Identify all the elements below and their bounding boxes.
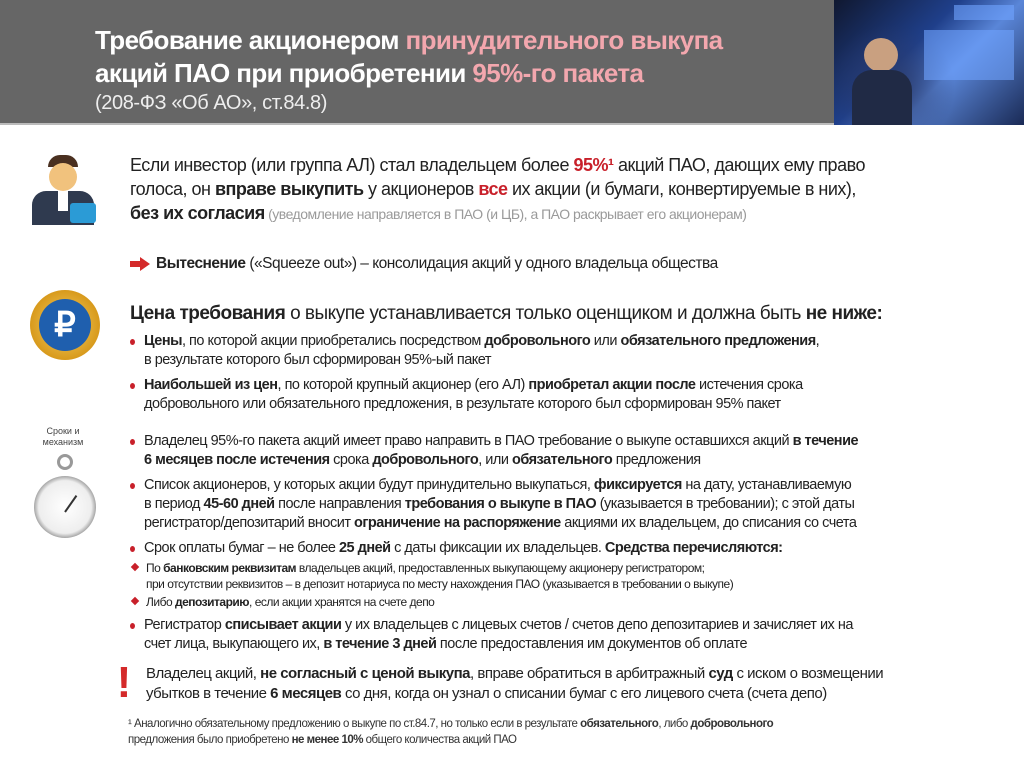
emphasis-text: 95%¹: [573, 155, 614, 175]
payment-sub-bullet: [128, 594, 1018, 610]
emphasis-text: обязательного: [580, 718, 659, 730]
emphasis-text: депозитарию: [174, 595, 250, 609]
stopwatch-icon: [32, 454, 98, 544]
timing-bullet: [128, 432, 1018, 470]
emphasis-text: без их согласия: [130, 203, 265, 223]
price-section: [0, 302, 1024, 414]
emphasis-text: добровольного: [690, 718, 774, 730]
emphasis-text: добровольного: [372, 452, 479, 468]
timing-label: Сроки и механизм: [42, 426, 84, 447]
text-run: срока: [329, 452, 373, 468]
intro-paragraph: [128, 153, 1018, 226]
price-bullet: [128, 332, 1018, 370]
text-run: Срок оплаты бумаг – не более: [144, 540, 339, 556]
emphasis-text: принудительного выкупа: [405, 25, 723, 55]
text-run: Либо: [146, 595, 175, 609]
text-run: акций ПАО при приобретении: [95, 58, 466, 88]
text-run: , если акции хранятся на счете депо: [249, 595, 435, 609]
warning-section: [0, 658, 1024, 707]
warning-text: [128, 664, 1018, 704]
footnote: [128, 716, 1018, 748]
text-run: общего количества акций ПАО: [362, 734, 517, 746]
text-run: предложения: [612, 452, 701, 468]
text-run: со дня, когда он узнал о списании бумаг с его лицевого счета (счета депо): [341, 685, 827, 702]
timing-section: [0, 426, 1024, 654]
text-run: акциями их владельцем, до списания со счета: [560, 515, 857, 531]
text-run: акций ПАО, дающих ему право голоса, он: [130, 155, 865, 199]
text-run: с иском о возмещении убытков в течение: [146, 665, 884, 702]
emphasis-text: все: [478, 179, 508, 199]
text-run: Регистратор: [144, 617, 225, 633]
emphasis-text: Цены: [144, 333, 182, 349]
text-run: их акции (и бумаги, конвертируемые в них),: [511, 179, 856, 199]
text-run: после направления: [274, 496, 405, 512]
squeeze-out-line: [128, 234, 1018, 274]
emphasis-text: не ниже:: [805, 303, 883, 324]
emphasis-text: в течение 3 дней: [323, 636, 437, 652]
text-run: с даты фиксации их владельцев.: [390, 540, 605, 556]
text-run: (указывается в требовании); с этой даты регистратор/депозитарий вносит: [144, 496, 855, 531]
text-run: на дату, устанавливаемую в период: [144, 477, 852, 512]
emphasis-text: приобретал акции после: [528, 377, 696, 393]
timing-bullet: [128, 539, 1018, 558]
ruble-coin-icon: ₽: [30, 290, 100, 360]
text-run: о выкупе устанавливается только оценщиком и должна быть: [285, 303, 806, 324]
squeeze-out-text: [156, 255, 718, 272]
intro-section: [0, 153, 1024, 274]
text-run: («Squeeze out») – консолидация акций у одного владельца общества: [245, 255, 718, 272]
emphasis-text: обязательного: [511, 452, 613, 468]
emphasis-text: Цена требования: [130, 303, 286, 324]
emphasis-text: 25 дней: [338, 540, 391, 556]
text-run: владельцев акций, предоставленных выкупающему акционеру регистратором; при отсутствии реквизитов – в депозит нотариуса по месту нахождения ПАО (указывается в требовании о выкупе): [146, 561, 734, 591]
timing-bullet: [128, 476, 1018, 533]
emphasis-text: Вытеснение: [156, 255, 246, 272]
businessman-icon: [28, 155, 100, 225]
text-run: , либо: [658, 718, 691, 730]
text-run: Владелец 95%-го пакета акций имеет право направить в ПАО требование о выкупе оставшихся акций: [144, 433, 793, 449]
emphasis-text: добровольного: [484, 333, 591, 349]
emphasis-text: 45-60 дней: [203, 496, 275, 512]
text-run: , вправе обратиться в арбитражный: [470, 665, 709, 682]
emphasis-text: суд: [708, 665, 733, 682]
stock-exchange-photo: [834, 0, 1024, 125]
text-run: у их владельцев с лицевых счетов / счетов депо депозитариев и зачисляет их на счет лица, выкупающего их,: [144, 617, 853, 652]
timing-bullet: [128, 616, 1018, 654]
text-run: (уведомление направляется в ПАО (и ЦБ), а ПАО раскрывает его акционерам): [264, 206, 747, 222]
emphasis-text: фиксируется: [593, 477, 682, 493]
text-run: , или: [478, 452, 512, 468]
text-run: По: [146, 561, 164, 575]
price-bullet: [128, 376, 1018, 414]
emphasis-text: в течение 6 месяцев после истечения: [144, 433, 859, 468]
text-run: Если инвестор (или группа АЛ) стал владельцем более: [130, 155, 574, 175]
text-run: или: [590, 333, 621, 349]
text-run: , в результате которого был сформирован 95%-ый пакет: [144, 333, 820, 368]
text-run: предложения было приобретено: [128, 734, 289, 746]
emphasis-text: требования о выкупе в ПАО: [404, 496, 597, 512]
exclamation-icon: !: [116, 658, 132, 707]
text-run: Владелец акций,: [146, 665, 261, 682]
footnote-section: [0, 716, 1024, 748]
text-run: Список акционеров, у которых акции будут принудительно выкупаться,: [144, 477, 594, 493]
emphasis-text: 95%-го пакета: [472, 58, 644, 88]
text-run: , по которой акции приобретались посредством: [181, 333, 485, 349]
emphasis-text: не менее 10%: [291, 734, 363, 746]
text-run: после предоставления им документов об оплате: [436, 636, 748, 652]
red-arrow-icon: [130, 237, 150, 251]
payment-sub-bullet: [128, 560, 1018, 592]
text-run: истечения срока добровольного или обязательного предложения, в результате которого был сформирован 95% пакет: [144, 377, 803, 412]
emphasis-text: вправе выкупить: [214, 179, 364, 199]
emphasis-text: Средства перечисляются:: [604, 540, 783, 556]
emphasis-text: списывает акции: [224, 617, 342, 633]
emphasis-text: банковским реквизитам: [163, 561, 297, 575]
slide-subtitle: (208-ФЗ «Об АО», ст.84.8): [95, 92, 328, 114]
slide-title: [95, 24, 723, 90]
slide-content: [0, 127, 1024, 748]
emphasis-text: не согласный с ценой выкупа: [260, 665, 471, 682]
emphasis-text: Наибольшей из цен: [144, 377, 278, 393]
emphasis-text: обязательного предложения: [620, 333, 816, 349]
text-run: ¹ Аналогично обязательному предложению о выкупе по ст.84.7, но только если в результате: [128, 718, 581, 730]
emphasis-text: ограничение на распоряжение: [354, 515, 561, 531]
price-heading: [128, 302, 1018, 326]
text-run: Требование акционером: [95, 25, 406, 55]
emphasis-text: 6 месяцев: [270, 685, 342, 702]
text-run: у акционеров: [363, 179, 479, 199]
slide-header: [0, 0, 1024, 125]
text-run: , по которой крупный акционер (его АЛ): [277, 377, 529, 393]
